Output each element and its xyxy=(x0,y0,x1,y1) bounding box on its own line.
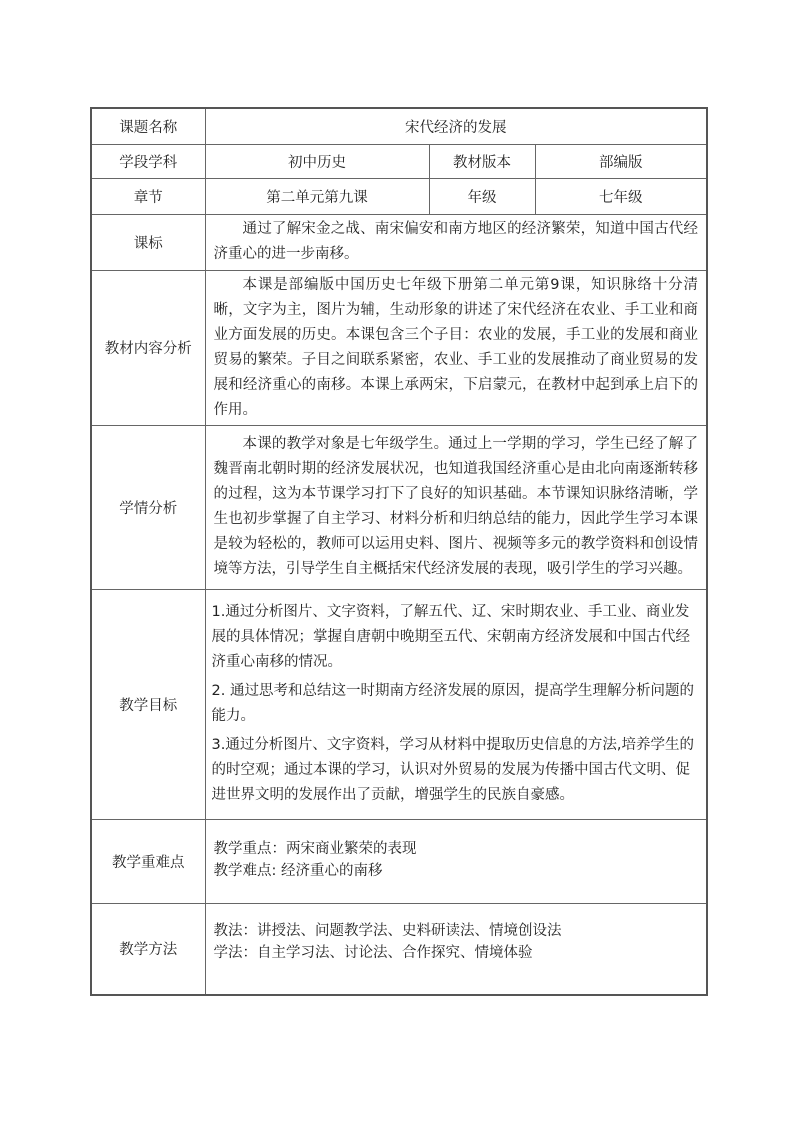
standard-text: 通过了解宋金之战、南宋偏安和南方地区的经济繁荣，知道中国古代经济重心的进一步南移。 xyxy=(213,221,699,262)
teaching-method-line: 教法：讲授法、问题教学法、史料研读法、情境创设法 xyxy=(213,922,562,939)
row-subject xyxy=(91,144,707,178)
content-analysis-text: 本课是部编版中国历史七年级下册第二单元第9课，知识脉络十分清晰，文字为主，图片为辅，生动形象的讲述了宋代经济在农业、手工业和商业方面发展的历史。本课包含三个子目：农业的发展，手工业的发展和商业贸易的繁荣。子目之间联系紧密，农业、手工业的发展推动了商业贸易的发展和经济重心的南移。本课上承两宋，下启蒙元，在教材中起到承上启下的作用。 xyxy=(213,276,699,418)
label-methods: 教学方法 xyxy=(91,903,205,995)
value-textbook-version: 部编版 xyxy=(535,144,707,178)
lesson-plan-table xyxy=(90,107,708,996)
objective-item: 2. 通过思考和总结这一时期南方经济发展的原因，提高学生理解分析问题的能力。 xyxy=(211,683,694,724)
key-point-line: 教学重点：两宋商业繁荣的表现 xyxy=(213,840,417,857)
label-standard: 课标 xyxy=(91,214,205,270)
label-grade: 年级 xyxy=(429,178,535,214)
row-methods xyxy=(91,903,707,995)
objective-item: 1.通过分析图片、文字资料，了解五代、辽、宋时期农业、手工业、商业发展的具体情况；掌握自唐朝中晚期至五代、宋朝南方经济发展和中国古代经济重心南移的情况。 xyxy=(211,604,690,670)
value-grade: 七年级 xyxy=(535,178,707,214)
methods-cell xyxy=(205,903,707,995)
difficult-point-line: 教学难点: 经济重心的南移 xyxy=(213,862,383,879)
row-topic xyxy=(91,108,707,144)
label-content-analysis: 教材内容分析 xyxy=(91,270,205,425)
objective-item: 3.通过分析图片、文字资料，学习从材料中提取历史信息的方法,培养学生的的时空观；通过本课的学习，认识对外贸易的发展为传播中国古代文明、促进世界文明的发展作出了贡献，增强学生的民族自豪感。 xyxy=(211,737,694,803)
value-subject: 初中历史 xyxy=(205,144,429,178)
objectives-cell xyxy=(205,589,707,819)
label-student-analysis: 学情分析 xyxy=(91,425,205,589)
label-chapter: 章节 xyxy=(91,178,205,214)
row-standard xyxy=(91,214,707,270)
student-analysis-text: 本课的教学对象是七年级学生。通过上一学期的学习，学生已经了解了魏晋南北朝时期的经济发展状况，也知道我国经济重心是由北向南逐渐转移的过程，这为本节课学习打下了良好的知识基础。本节课知识脉络清晰，学生也初步掌握了自主学习、材料分析和归纳总结的能力，因此学生学习本课是较为轻松的，教师可以运用史料、图片、视频等多元的教学资料和创设情境等方法，引导学生自主概括宋代经济发展的表现，吸引学生的学习兴趣。 xyxy=(213,436,699,577)
label-textbook-version: 教材版本 xyxy=(429,144,535,178)
content-analysis-cell xyxy=(205,270,707,425)
value-topic: 宋代经济的发展 xyxy=(205,108,707,144)
label-key-points: 教学重难点 xyxy=(91,819,205,903)
row-chapter xyxy=(91,178,707,214)
row-objectives xyxy=(91,589,707,819)
value-chapter: 第二单元第九课 xyxy=(205,178,429,214)
row-content-analysis xyxy=(91,270,707,425)
key-points-cell xyxy=(205,819,707,903)
standard-text-cell xyxy=(205,214,707,270)
student-analysis-cell xyxy=(205,425,707,589)
label-objectives: 教学目标 xyxy=(91,589,205,819)
row-key-points xyxy=(91,819,707,903)
learning-method-line: 学法：自主学习法、讨论法、合作探究、情境体验 xyxy=(213,944,533,961)
label-topic: 课题名称 xyxy=(91,108,205,144)
row-student-analysis xyxy=(91,425,707,589)
label-subject: 学段学科 xyxy=(91,144,205,178)
